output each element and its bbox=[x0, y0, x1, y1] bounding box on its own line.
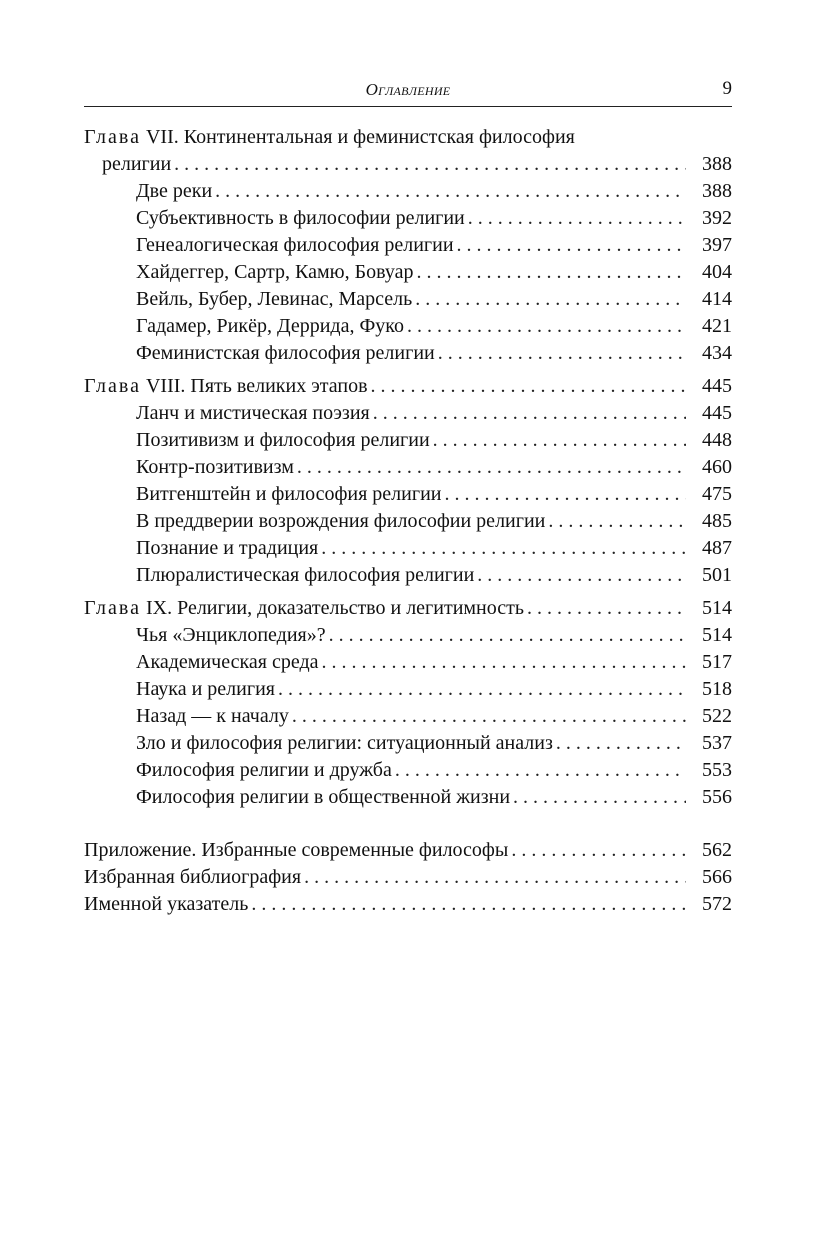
leader-dots bbox=[248, 891, 686, 918]
back-matter-title: Приложение. Избранные современные философы bbox=[84, 839, 509, 861]
toc-entry[interactable] bbox=[84, 286, 732, 313]
page-ref: 448 bbox=[702, 429, 732, 451]
toc-entry[interactable] bbox=[84, 481, 732, 508]
chapter-title-text: VIII. Пять великих этапов bbox=[140, 375, 368, 397]
toc-entry[interactable] bbox=[84, 340, 732, 367]
leader-dots bbox=[326, 622, 686, 649]
page-ref: 517 bbox=[702, 651, 732, 673]
toc-entry[interactable] bbox=[84, 373, 732, 400]
toc-entry[interactable] bbox=[84, 757, 732, 784]
toc-entry[interactable] bbox=[84, 535, 732, 562]
page-ref: 518 bbox=[702, 678, 732, 700]
page-ref: 388 bbox=[702, 153, 732, 175]
running-header bbox=[84, 76, 732, 107]
back-matter-title: Именной указатель bbox=[84, 893, 249, 915]
chapter-title-text: VII. Континентальная и феминистская философия bbox=[140, 126, 575, 148]
page-ref: 485 bbox=[702, 510, 732, 532]
leader-dots bbox=[404, 313, 686, 340]
toc-entry[interactable] bbox=[84, 649, 732, 676]
toc-entry[interactable] bbox=[84, 730, 732, 757]
toc-entry[interactable] bbox=[84, 891, 732, 918]
page-ref: 414 bbox=[702, 288, 732, 310]
leader-dots bbox=[212, 178, 686, 205]
section-title: Вейль, Бубер, Левинас, Марсель bbox=[136, 288, 413, 310]
toc-entry[interactable] bbox=[84, 784, 732, 811]
page-ref: 566 bbox=[702, 866, 732, 888]
section-title: Контр-позитивизм bbox=[136, 456, 294, 478]
section-title: Феминистская философия религии bbox=[136, 342, 435, 364]
page-ref: 460 bbox=[702, 456, 732, 478]
section-title: Витгенштейн и философия религии bbox=[136, 483, 442, 505]
section-title: Две реки bbox=[136, 180, 213, 202]
leader-dots bbox=[294, 454, 686, 481]
leader-dots bbox=[392, 757, 686, 784]
leader-dots bbox=[474, 562, 686, 589]
section-title: Академическая среда bbox=[136, 651, 319, 673]
page-ref: 397 bbox=[702, 234, 732, 256]
toc-entry[interactable] bbox=[84, 676, 732, 703]
section-title: Зло и философия религии: ситуационный анализ bbox=[136, 732, 553, 754]
toc-entry[interactable] bbox=[84, 400, 732, 427]
page-ref: 501 bbox=[702, 564, 732, 586]
leader-dots bbox=[275, 676, 686, 703]
section-title: Чья «Энциклопедия»? bbox=[136, 624, 326, 646]
section-title: Назад — к началу bbox=[136, 705, 289, 727]
section-title: Познание и традиция bbox=[136, 537, 319, 559]
leader-dots bbox=[465, 205, 686, 232]
section-title: Ланч и мистическая поэзия bbox=[136, 402, 370, 424]
page-ref: 392 bbox=[702, 207, 732, 229]
leader-dots bbox=[301, 864, 686, 891]
back-matter bbox=[84, 837, 732, 918]
page-ref: 514 bbox=[702, 624, 732, 646]
page-ref: 475 bbox=[702, 483, 732, 505]
chapter-title-continued: религии bbox=[102, 153, 172, 175]
toc-entry[interactable] bbox=[84, 151, 732, 178]
page-ref: 553 bbox=[702, 759, 732, 781]
leader-dots bbox=[545, 508, 686, 535]
section-title: Философия религии в общественной жизни bbox=[136, 786, 511, 808]
running-title: Оглавление bbox=[365, 80, 451, 99]
section-title: Философия религии и дружба bbox=[136, 759, 392, 781]
toc-entry[interactable] bbox=[84, 837, 732, 864]
section-title: В преддверии возрождения философии религии bbox=[136, 510, 546, 532]
toc-entry[interactable] bbox=[84, 313, 732, 340]
table-of-contents bbox=[84, 124, 732, 918]
section-title: Плюралистическая философия религии bbox=[136, 564, 475, 586]
leader-dots bbox=[508, 837, 686, 864]
leader-dots bbox=[318, 535, 686, 562]
leader-dots bbox=[430, 427, 686, 454]
page-ref: 562 bbox=[702, 839, 732, 861]
page-number: 9 bbox=[722, 78, 732, 99]
toc-entry[interactable] bbox=[84, 178, 732, 205]
toc-entry[interactable] bbox=[84, 259, 732, 286]
leader-dots bbox=[368, 373, 686, 400]
chapter-7 bbox=[84, 124, 732, 367]
page-ref: 434 bbox=[702, 342, 732, 364]
chapter-title bbox=[84, 595, 524, 622]
page-ref: 572 bbox=[702, 893, 732, 915]
section-title: Гадамер, Рикёр, Деррида, Фуко bbox=[136, 315, 404, 337]
toc-entry[interactable] bbox=[84, 703, 732, 730]
leader-dots bbox=[370, 400, 686, 427]
toc-entry[interactable] bbox=[84, 864, 732, 891]
page-ref: 522 bbox=[702, 705, 732, 727]
leader-dots bbox=[553, 730, 686, 757]
back-matter-title: Избранная библиография bbox=[84, 866, 302, 888]
page-ref: 487 bbox=[702, 537, 732, 559]
leader-dots bbox=[441, 481, 686, 508]
page-ref: 537 bbox=[702, 732, 732, 754]
leader-dots bbox=[319, 649, 687, 676]
leader-dots bbox=[435, 340, 686, 367]
page-ref: 556 bbox=[702, 786, 732, 808]
page-ref: 388 bbox=[702, 180, 732, 202]
page-ref: 445 bbox=[702, 402, 732, 424]
leader-dots bbox=[289, 703, 686, 730]
page-ref: 404 bbox=[702, 261, 732, 283]
toc-entry[interactable] bbox=[84, 595, 732, 622]
toc-entry[interactable] bbox=[84, 232, 732, 259]
leader-dots bbox=[510, 784, 686, 811]
section-title: Хайдеггер, Сартр, Камю, Бовуар bbox=[136, 261, 414, 283]
toc-entry[interactable] bbox=[84, 562, 732, 589]
toc-entry[interactable] bbox=[84, 454, 732, 481]
toc-entry[interactable] bbox=[84, 508, 732, 535]
toc-entry[interactable] bbox=[84, 205, 732, 232]
page-ref: 445 bbox=[702, 375, 732, 397]
page-ref: 514 bbox=[702, 597, 732, 619]
section-title: Позитивизм и философия религии bbox=[136, 429, 430, 451]
chapter-label: Глава bbox=[84, 597, 141, 619]
section-title: Генеалогическая философия религии bbox=[136, 234, 454, 256]
chapter-title-text: IX. Религии, доказательство и легитимность bbox=[140, 597, 524, 619]
leader-dots bbox=[454, 232, 686, 259]
chapter-label: Глава bbox=[84, 126, 141, 148]
section-title: Субъективность в философии религии bbox=[136, 207, 465, 229]
leader-dots bbox=[413, 259, 686, 286]
page-ref: 421 bbox=[702, 315, 732, 337]
leader-dots bbox=[524, 595, 686, 622]
chapter-8 bbox=[84, 373, 732, 589]
chapter-title bbox=[84, 124, 732, 151]
toc-entry[interactable] bbox=[84, 622, 732, 649]
chapter-9 bbox=[84, 595, 732, 811]
chapter-label: Глава bbox=[84, 375, 141, 397]
leader-dots bbox=[412, 286, 686, 313]
chapter-title bbox=[84, 373, 368, 400]
leader-dots bbox=[171, 151, 686, 178]
section-title: Наука и религия bbox=[136, 678, 275, 700]
toc-entry[interactable] bbox=[84, 427, 732, 454]
